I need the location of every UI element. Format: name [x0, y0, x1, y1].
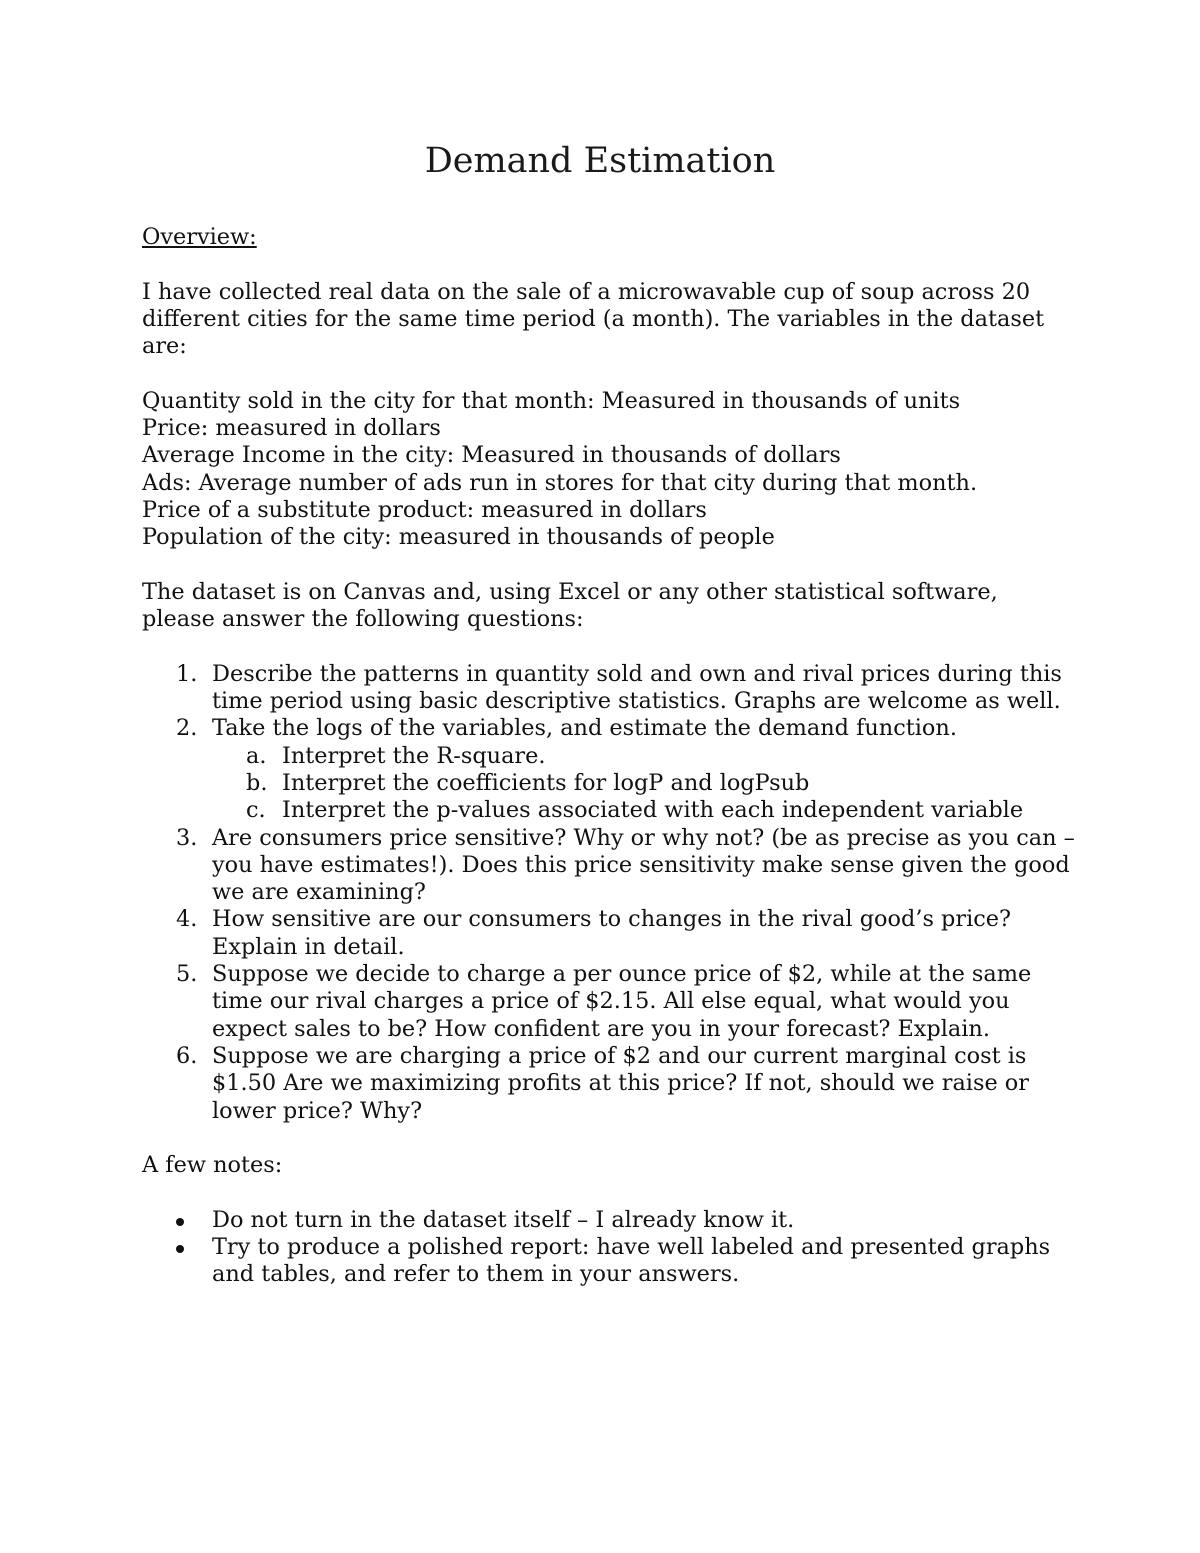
subquestion-letter: c. [246, 797, 266, 824]
note-item [142, 1234, 1077, 1289]
instructions-paragraph: The dataset is on Canvas and, using Excel or any other statistical software, please answer the following questions: [142, 578, 998, 633]
subquestion-letter: b. [246, 769, 268, 796]
subquestions-list [212, 743, 1077, 825]
question-text: Describe the patterns in quantity sold and own and rival prices during this time period using basic descriptive statistics. Graphs are welcome as well. [212, 660, 1062, 715]
question-number: 3. [176, 824, 198, 851]
subquestion-letter: a. [246, 742, 267, 769]
question-item [142, 715, 1077, 824]
bullet-icon [176, 1218, 184, 1226]
subquestion-text: Interpret the R-square. [282, 742, 546, 769]
question-item [142, 1043, 1077, 1125]
question-text: Are consumers price sensitive? Why or why not? (be as precise as you can – you have estimates!). Does this price sensitivity make sense given the good we are examining? [212, 824, 1075, 906]
bullet-icon [176, 1245, 184, 1253]
question-item [142, 906, 1077, 961]
note-item [142, 1207, 1077, 1234]
document-body [142, 224, 1077, 1289]
question-item [142, 661, 1077, 716]
subquestion-item [212, 770, 1077, 797]
question-item [142, 825, 1077, 907]
note-text: Do not turn in the dataset itself – I already know it. [212, 1206, 795, 1233]
variable-line: Price of a substitute product: measured in dollars [142, 496, 707, 523]
notes-heading: A few notes: [142, 1152, 283, 1179]
notes-list [142, 1207, 1077, 1289]
subquestion-item [212, 743, 1077, 770]
variable-line: Price: measured in dollars [142, 415, 441, 442]
question-text: Take the logs of the variables, and estimate the demand function. [212, 715, 957, 742]
variable-line: Quantity sold in the city for that month: Measured in thousands of units [142, 387, 961, 414]
intro-paragraph: I have collected real data on the sale of a microwavable cup of soup across 20 different cities for the same time period (a month). The variables in the dataset are: [142, 278, 1045, 360]
question-number: 4. [176, 906, 198, 933]
subquestion-text: Interpret the p-values associated with each independent variable [282, 797, 1024, 824]
subquestion-item [212, 797, 1077, 824]
variable-line: Average Income in the city: Measured in thousands of dollars [142, 442, 841, 469]
question-item [142, 961, 1077, 1043]
question-number: 2. [176, 715, 198, 742]
variables-list [142, 388, 1077, 552]
question-text: How sensitive are our consumers to changes in the rival good’s price? Explain in detail. [212, 906, 1012, 960]
document-title: Demand Estimation [424, 141, 776, 181]
variable-line: Ads: Average number of ads run in stores for that city during that month. [142, 469, 978, 496]
note-text: Try to produce a polished report: have well labeled and presented graphs and tables, and refer to them in your answers. [212, 1233, 1051, 1288]
question-number: 6. [176, 1042, 198, 1069]
question-number: 1. [176, 660, 198, 687]
subquestion-text: Interpret the coefficients for logP and logPsub [282, 769, 810, 796]
questions-list [142, 661, 1077, 1125]
question-text: Suppose we are charging a price of $2 and our current marginal cost is $1.50 Are we maximizing profits at this price? If not, should we raise or lower price? Why? [212, 1042, 1029, 1124]
variable-line: Population of the city: measured in thousands of people [142, 524, 775, 551]
question-text: Suppose we decide to charge a per ounce price of $2, while at the same time our rival charges a price of $2.15. All else equal, what would you expect sales to be? How confident are you in your forecast? Explain. [212, 961, 1032, 1042]
question-number: 5. [176, 961, 198, 988]
overview-heading: Overview: [142, 224, 257, 250]
